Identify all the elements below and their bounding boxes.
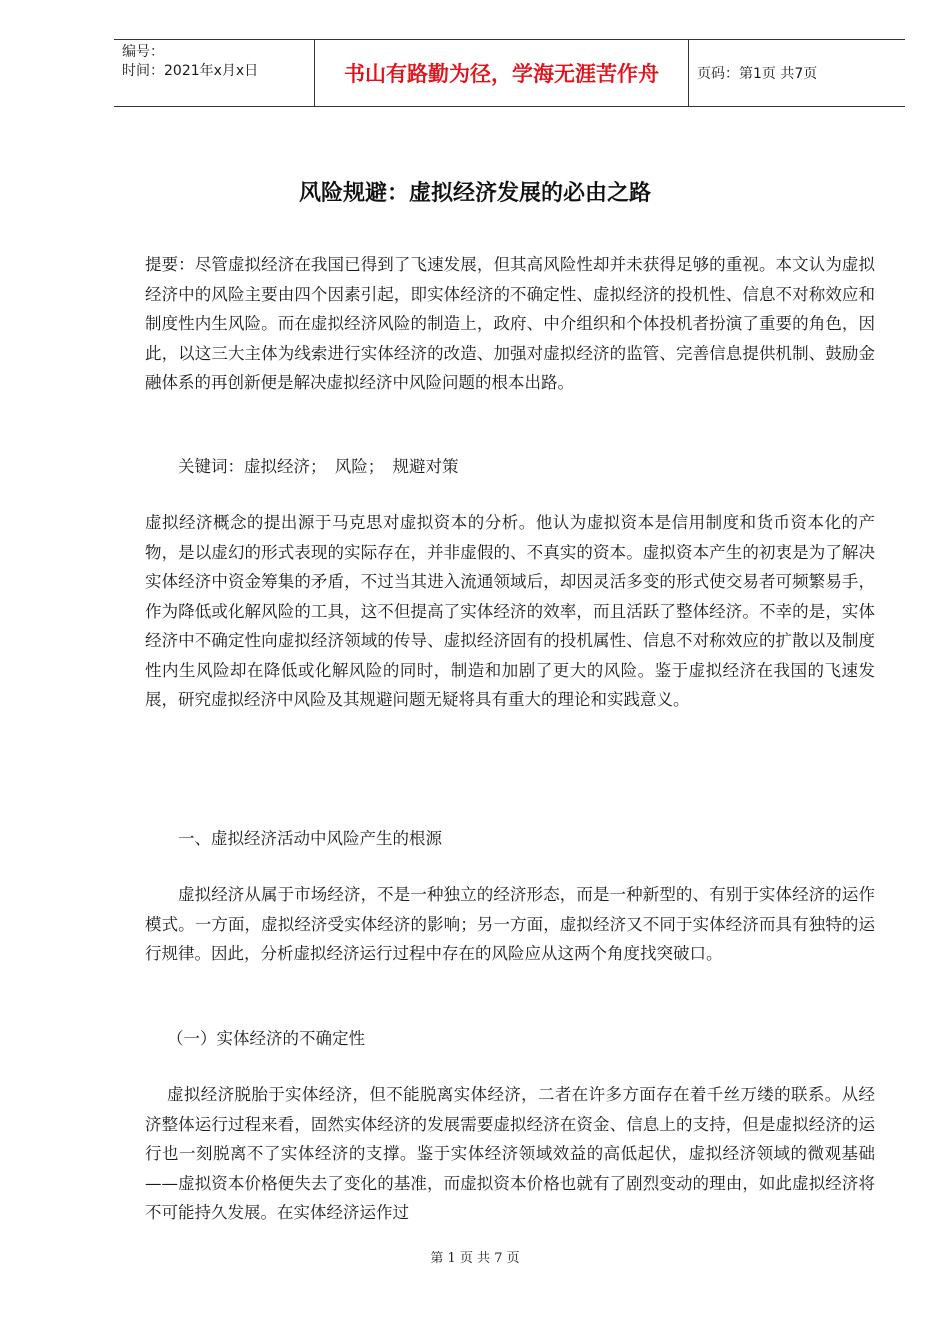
header-page-info: 页码：第1页 共7页 xyxy=(697,66,818,82)
serial-number-label: 编号： xyxy=(122,44,164,60)
subsection-heading: （一）实体经济的不确定性 xyxy=(167,1029,365,1048)
document-title: 风险规避：虚拟经济发展的必由之路 xyxy=(298,181,651,206)
page-footer: 第 1 页 共 7 页 xyxy=(430,1251,520,1266)
abstract-paragraph: 提要：尽管虚拟经济在我国已得到了飞速发展，但其高风险性却并未获得足够的重视。本文认为虚拟经济中的风险主要由四个因素引起，即实体经济的不确定性、虚拟经济的投机性、信息不对称效应和制度性内生风险。而在虚拟经济风险的制造上，政府、中介组织和个体投机者扮演了重要的角色，因此，以这三大主体为线索进行实体经济的改造、加强对虚拟经济的监管、完善信息提供机制、鼓励金融体系的再创新便是解决虚拟经济中风险问题的根本出路。 xyxy=(145,255,875,392)
section-paragraph: 虚拟经济从属于市场经济，不是一种独立的经济形态，而是一种新型的、有别于实体经济的运作模式。一方面，虚拟经济受实体经济的影响；另一方面，虚拟经济又不同于实体经济而具有独特的运行规律。因此，分析虚拟经济运行过程中存在的风险应从这两个角度找突破口。 xyxy=(145,885,875,963)
header-meta-cell xyxy=(114,40,315,106)
section-heading: 一、虚拟经济活动中风险产生的根源 xyxy=(178,829,442,848)
page-header xyxy=(114,39,905,107)
header-motto: 书山有路勤为径，学海无涯苦作舟 xyxy=(315,40,689,106)
keywords-line: 关键词：虚拟经济； 风险； 规避对策 xyxy=(178,457,459,476)
subsection-paragraph: 虚拟经济脱胎于实体经济，但不能脱离实体经济，二者在许多方面存在着千丝万缕的联系。从经济整体运行过程来看，固然实体经济的发展需要虚拟经济在资金、信息上的支持，但是虚拟经济的运行也一刻脱离不了实体经济的支撑。鉴于实体经济领域效益的高低起伏，虚拟经济领域的微观基础——虚拟资本价格便失去了变化的基准，而虚拟资本价格也就有了剧烈变动的理由，如此虚拟经济将不可能持久发展。在实体经济运作过 xyxy=(145,1085,875,1222)
date-label: 时间：2021年x月x日 xyxy=(122,63,259,79)
intro-paragraph: 虚拟经济概念的提出源于马克思对虚拟资本的分析。他认为虚拟资本是信用制度和货币资本化的产物，是以虚幻的形式表现的实际存在，并非虚假的、不真实的资本。虚拟资本产生的初衷是为了解决实体经济中资金筹集的矛盾，不过当其进入流通领域后，却因灵活多变的形式使交易者可频繁易手，作为降低或化解风险的工具，这不但提高了实体经济的效率，而且活跃了整体经济。不幸的是，实体经济中不确定性向虚拟经济领域的传导、虚拟经济固有的投机属性、信息不对称效应的扩散以及制度性内生风险却在降低或化解风险的同时，制造和加剧了更大的风险。鉴于虚拟经济在我国的飞速发展，研究虚拟经济中风险及其规避问题无疑将具有重大的理论和实践意义。 xyxy=(145,513,875,709)
